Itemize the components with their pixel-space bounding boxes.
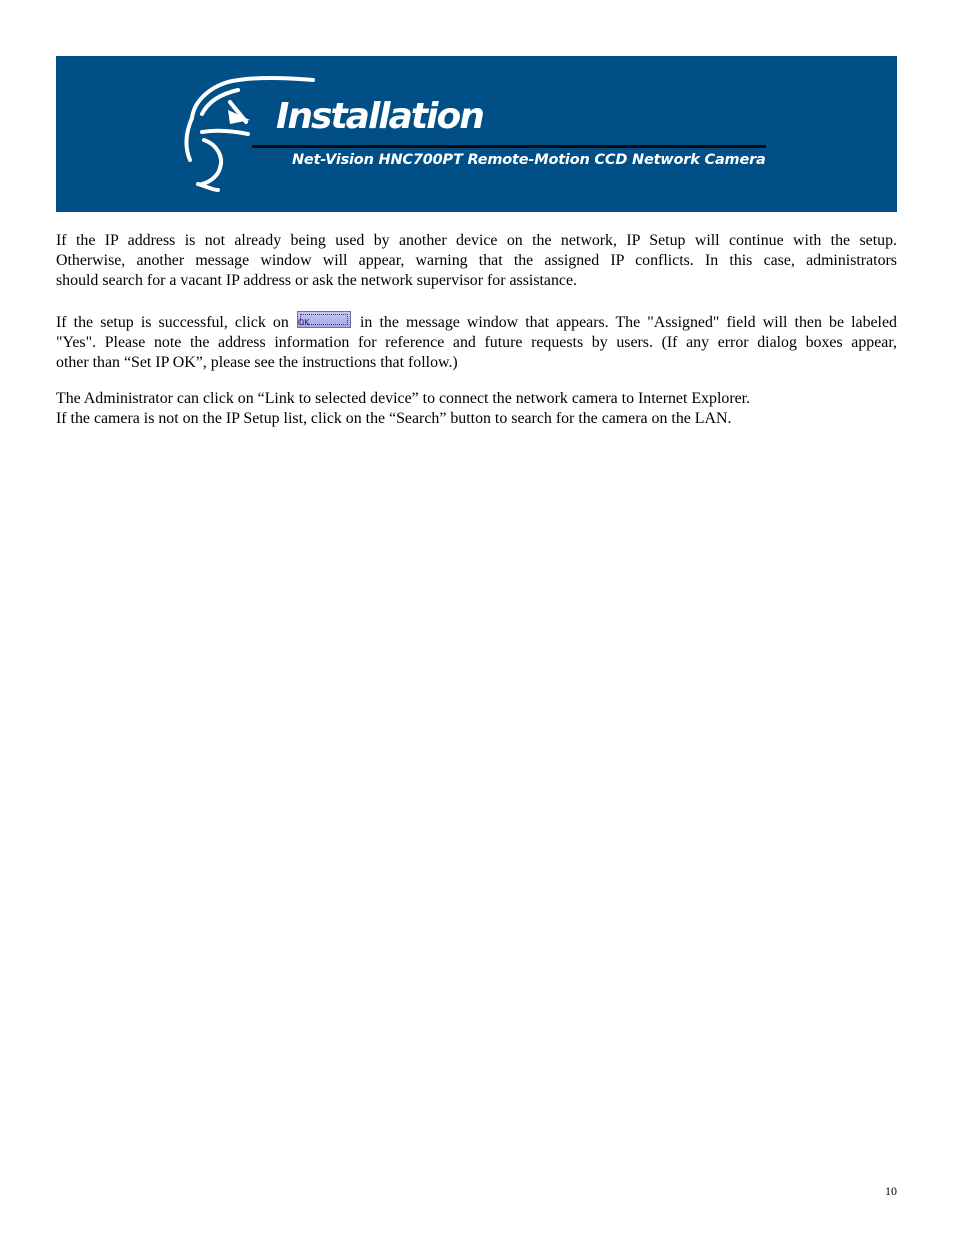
ok-button-label: OK [297, 318, 310, 327]
page-title: Installation [276, 96, 483, 137]
header-banner [56, 56, 897, 212]
text-line: other than “Set IP OK”, please see the instructions that follow.) [56, 354, 458, 371]
text-fragment: in the message window that appears. The "Assigned" field will then be labeled [360, 314, 897, 331]
text-line: "Yes". Please note the address information for reference and future requests by users. (If any error dialog boxes appear, [56, 334, 897, 351]
ok-button-image[interactable] [297, 311, 351, 328]
text-line [56, 311, 897, 333]
text-line: If the IP address is not already being used by another device on the network, IP Setup will continue with the setup. [56, 232, 897, 249]
text-line: The Administrator can click on “Link to selected device” to connect the network camera to Internet Explorer. [56, 390, 751, 407]
text-line: should search for a vacant IP address or ask the network supervisor for assistance. [56, 272, 577, 289]
page-subtitle: Net-Vision HNC700PT Remote-Motion CCD Network Camera [292, 152, 766, 168]
text-fragment: If the setup is successful, click on [56, 314, 289, 331]
paragraph-setup-success [56, 311, 897, 373]
paragraph-ip-conflict [56, 231, 897, 291]
title-divider [252, 145, 766, 148]
text-line: If the camera is not on the IP Setup list, click on the “Search” button to search for the camera on the LAN. [56, 410, 732, 427]
paragraph-link-search [56, 389, 897, 429]
text-line: Otherwise, another message window will appear, warning that the assigned IP conflicts. In this case, administrators [56, 252, 897, 269]
page-number: 10 [885, 1184, 897, 1198]
